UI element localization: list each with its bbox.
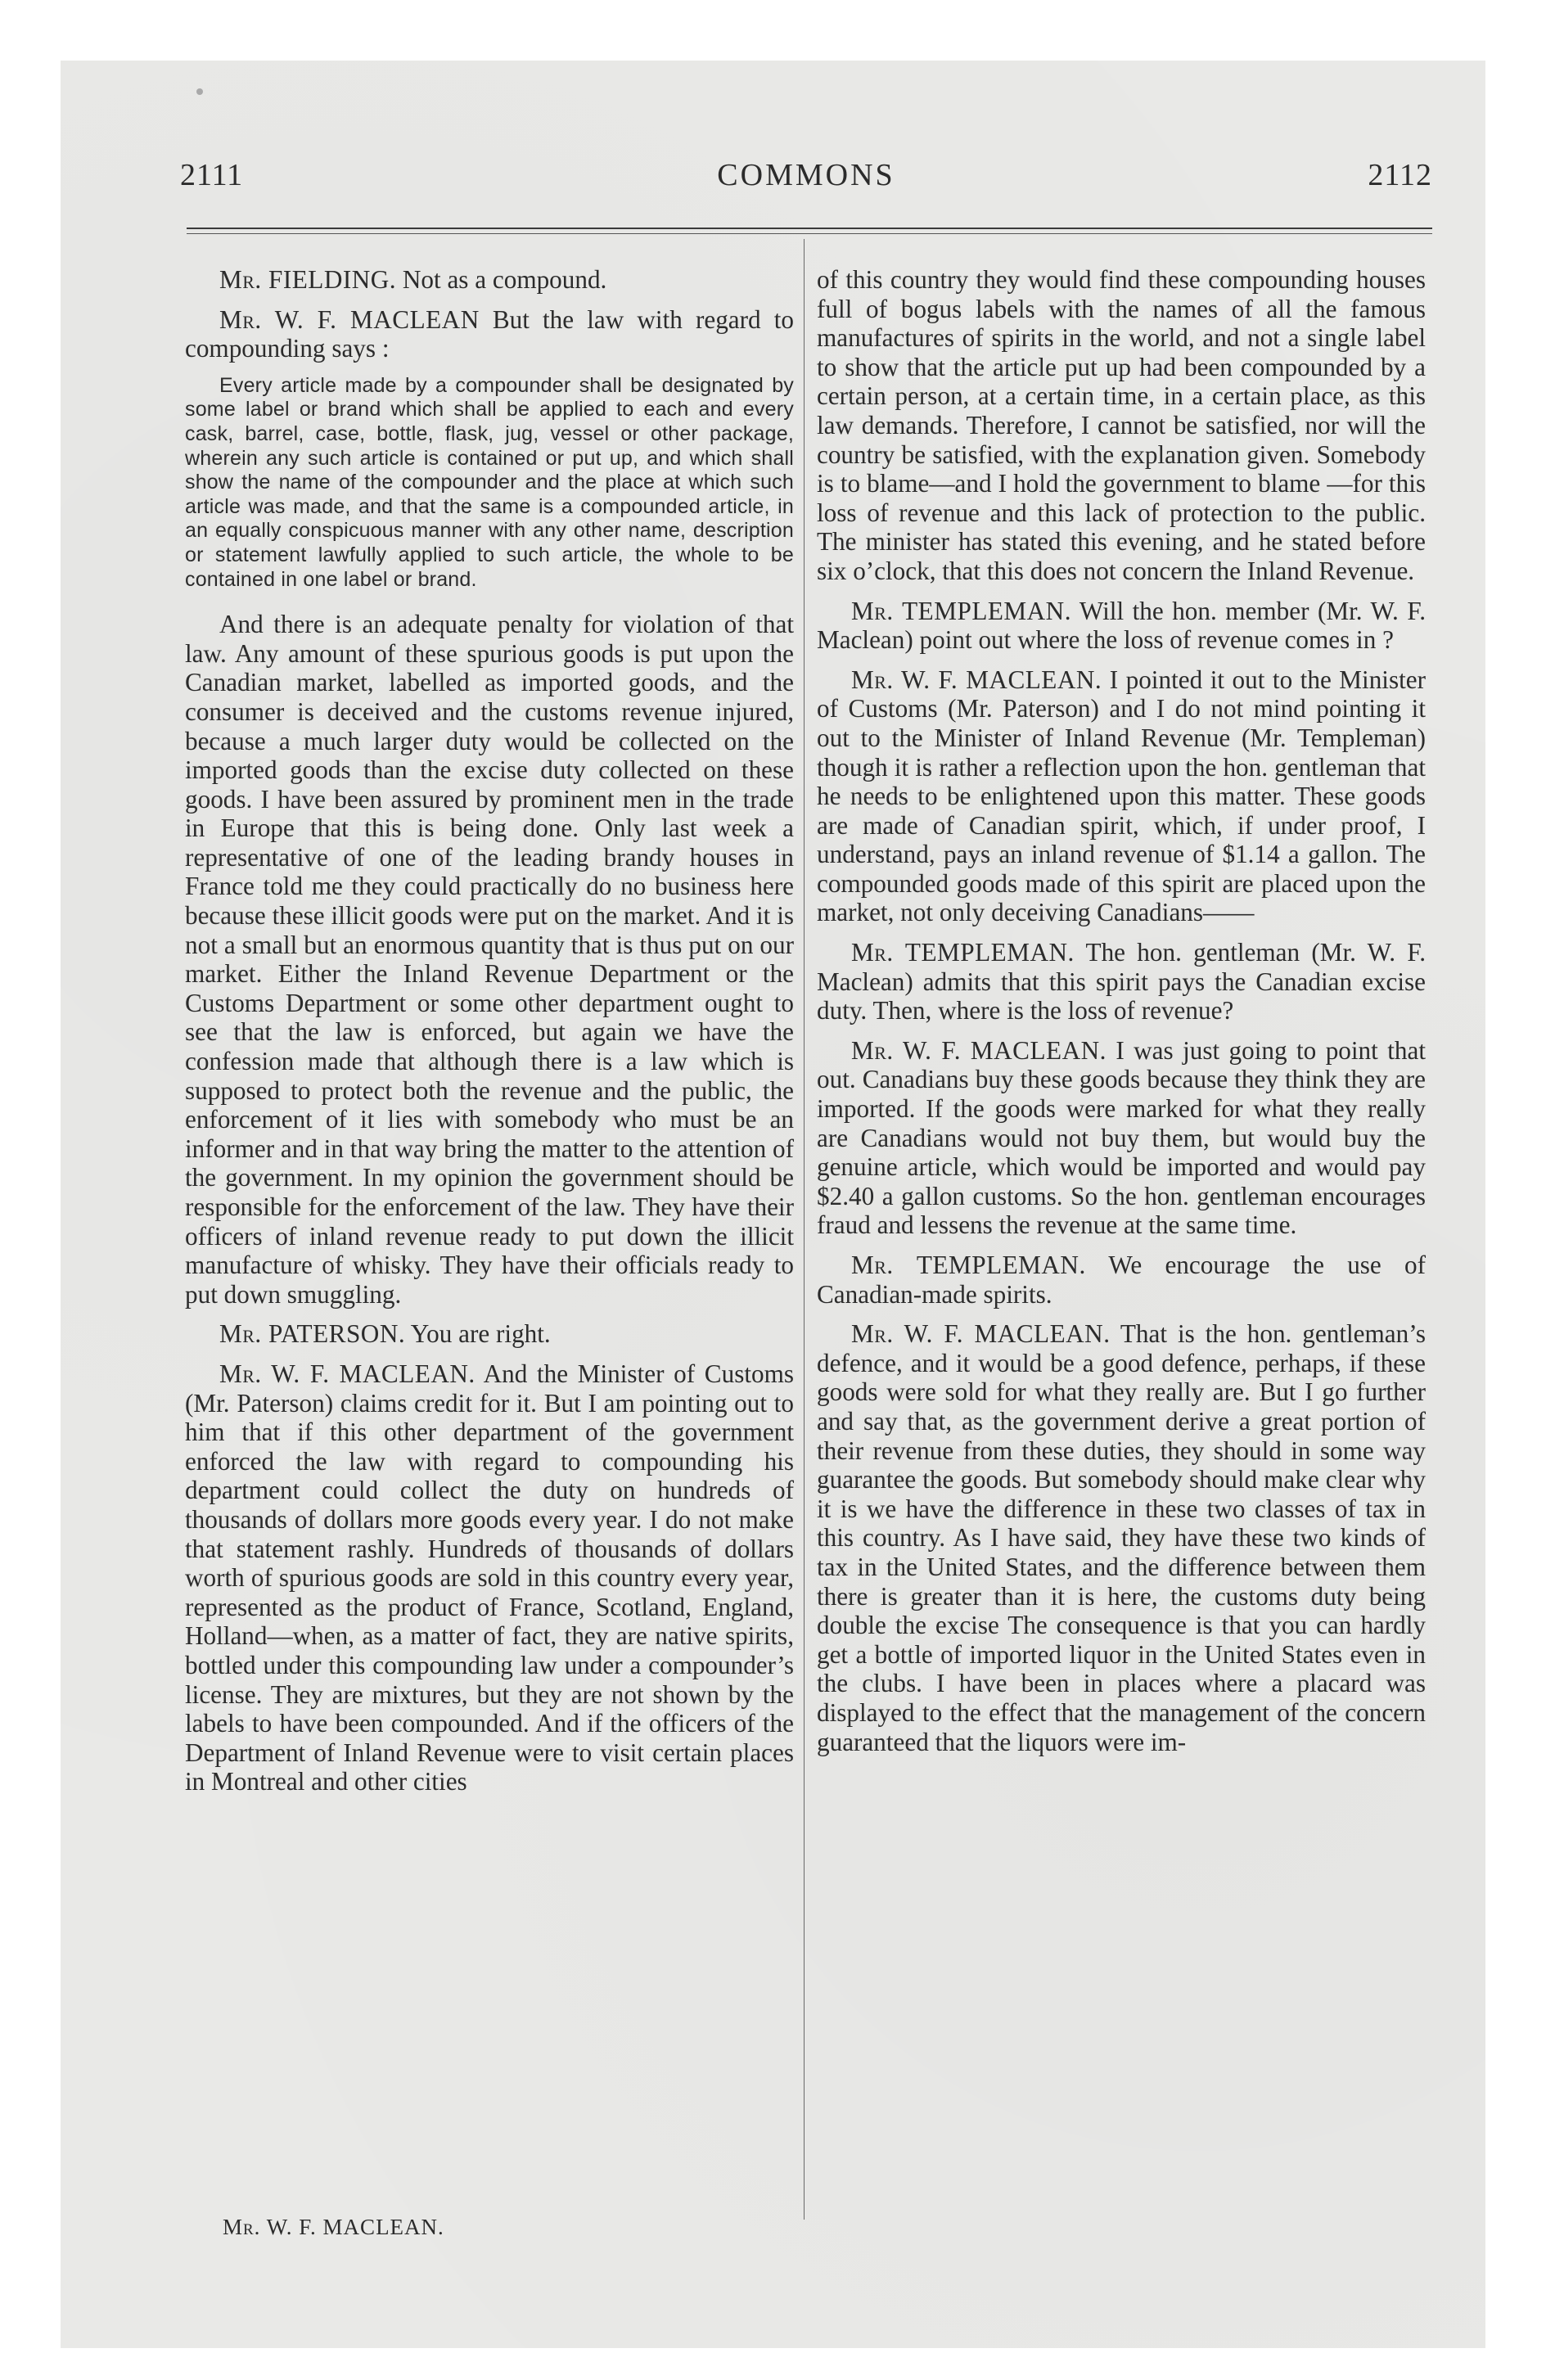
paragraph: And there is an adequate penalty for violation of that law. Any amount of these spurious goods is put upon the Canadian market, labelled as imported goods, and the consumer is deceived and the customs revenue injured, because a much larger duty would be collected on the imported goods than the excise duty collected on these goods. I have been assured by prominent men in the trade in Europe that this is being done. Only last week a representative of one of the leading brandy houses in France told me they could practically do no business here because these illicit goods were put on the market. And it is not a small but an enormous quantity that is thus put on our market. Either the Inland Revenue Department or the Customs Department or some other department ought to see that the law is enforced, but again we have the confession made that although there is a law which is supposed to protect both the revenue and the public, the enforcement of it lies with somebody who must be an informer and in that way bring the matter to the attention of the government. In my opinion the government should be responsible for the enforcement of the law. They have their officers of inland revenue ready to put down the illicit manufacture of whisky. They have their officials ready to put down smuggling.: [185, 610, 794, 1309]
right-column: [817, 265, 1426, 1767]
speech-text: And the Minister of Customs (Mr. Paterson) claims credit for it. But I am pointing out to him that if this other department of the government enforced the law with regard to compounding his department could collect the duty on hundreds of thousands of dollars more goods every year. I do not make that statement rashly. Hundreds of thousands of dollars worth of spurious goods are sold in this country every year, represented as the product of France, Scotland, England, Holland—when, as a matter of fact, they are native spirits, bottled under this compounding law under a compounder’s license. They are mixtures, but they are not shown by the labels to have been compounded. And if the officers of the Department of Inland Revenue were to visit certain places in Montreal and other cities: [185, 1359, 794, 1796]
speaker-name: Mr. W. F. MACLEAN.: [851, 1035, 1107, 1065]
page-content: [180, 152, 1432, 2247]
speech-text: That is the hon. gentleman’s defence, and it would be a good defence, perhaps, if these goods were sold for what they really are. But I go further and say that, as the government derive a great portion of their revenue from these duties, they should in some way guarantee the goods. But somebody should make clear why it is we have the difference in these two classes of tax in this country. As I have said, they have these two kinds of tax in the United States, and the difference between them there is greater than it is here, the customs duty being double the excise The consequence is that you can hardly get a bottle of imported liquor in the United States even in the clubs. I have been in places where a placard was displayed to the effect that the management of the concern guaranteed that the liquors were im-: [817, 1319, 1426, 1756]
paragraph: [185, 1319, 794, 1349]
speaker-name: Mr. TEMPLEMAN.: [851, 1251, 1086, 1279]
speech-text: Not as a compound.: [396, 265, 607, 294]
paper-speck: [196, 88, 203, 95]
page-number-left: 2111: [180, 158, 244, 192]
speech-text: Will the hon. member (Mr. W. F. Maclean) point out where the loss of revenue comes in ?: [817, 596, 1426, 655]
running-head: [180, 152, 1432, 201]
page-number-right: 2112: [1368, 158, 1432, 192]
speech-text: But the law with regard to compounding says :: [185, 304, 794, 363]
column-divider: [804, 239, 805, 2220]
paragraph: [185, 1359, 794, 1796]
speaker-name: Mr. FIELDING.: [219, 265, 397, 294]
speaker-name: Mr. TEMPLEMAN.: [851, 938, 1075, 967]
paragraph: [817, 1251, 1426, 1309]
speech-text: I pointed it out to the Minister of Customs (Mr. Paterson) and I do not mind pointing it out to the Minister of Inland Revenue (Mr. Templeman) though it is rather a reflection upon the hon. gentleman that he needs to be enlightened upon this matter. These goods are made of Canadian spirit, which, if under proof, I understand, pays an inland revenue of $1.14 a gallon. The compounded goods made of this spirit are placed upon the market, not only deceiving Canadians——: [817, 665, 1426, 927]
speaker-name: Mr. W. F. MACLEAN.: [219, 1359, 476, 1388]
statute-quotation: Every article made by a compounder shall be designated by some label or brand which shall be applied to each and every cask, barrel, case, bottle, flask, jug, vessel or other package, wherein any such article is contained or put up, and which shall show the name of the compounder and the place at which such article was made, and that the same is a compounded article, in an equally conspicuous manner with any other name, description or statement lawfully applied to such article, the whole to be contained in one label or brand.: [185, 373, 794, 591]
paragraph-continued: of this country they would find these compounding houses full of bogus labels with the names of all the famous manufactures of spirits in the world, and not a single label to show that the article put up had been compounded by a certain person, at a certain time, in a certain place, as this law demands. Therefore, I cannot be satisfied, nor will the country be satisfied, with the explanation given. Somebody is to blame—and I hold the government to blame —for this loss of revenue and this lack of protection to the public. The minister has stated this evening, and he stated before six o’clock, that this does not concern the Inland Revenue.: [817, 265, 1426, 585]
paragraph: [817, 1319, 1426, 1756]
speech-text: I was just going to point that out. Canadians buy these goods because they think they are imported. If the goods were marked for what they really are Canadians would not buy them, but would buy the genuine article, which would be imported and would pay $2.40 a gallon customs. So the hon. gentleman encourages fraud and lessens the revenue at the same time.: [817, 1035, 1426, 1240]
paragraph: [817, 938, 1426, 1025]
running-title: COMMONS: [717, 158, 895, 192]
speech-text: You are right.: [405, 1319, 551, 1349]
speech-text: The hon. gentleman (Mr. W. F. Maclean) admits that this spirit pays the Canadian excise duty. Then, where is the loss of revenue?: [817, 938, 1426, 1025]
paragraph: [817, 1036, 1426, 1240]
speaker-name: Mr. TEMPLEMAN.: [851, 596, 1071, 625]
paragraph: [817, 597, 1426, 655]
speaker-name: Mr. PATERSON.: [219, 1319, 406, 1349]
catchword: Mr. W. F. MACLEAN.: [223, 2215, 444, 2239]
speaker-name: Mr. W. F. MACLEAN: [219, 304, 480, 334]
left-column: [185, 265, 794, 1807]
paragraph: [817, 665, 1426, 927]
header-rule: [187, 228, 1432, 229]
header-rule-thin: [187, 233, 1432, 234]
paragraph: [185, 305, 794, 363]
speaker-name: Mr. W. F. MACLEAN.: [851, 1319, 1111, 1349]
speech-text: We encourage the use of Canadian-made spirits.: [817, 1251, 1426, 1309]
speaker-name: Mr. W. F. MACLEAN.: [851, 665, 1102, 694]
paragraph: [185, 265, 794, 295]
